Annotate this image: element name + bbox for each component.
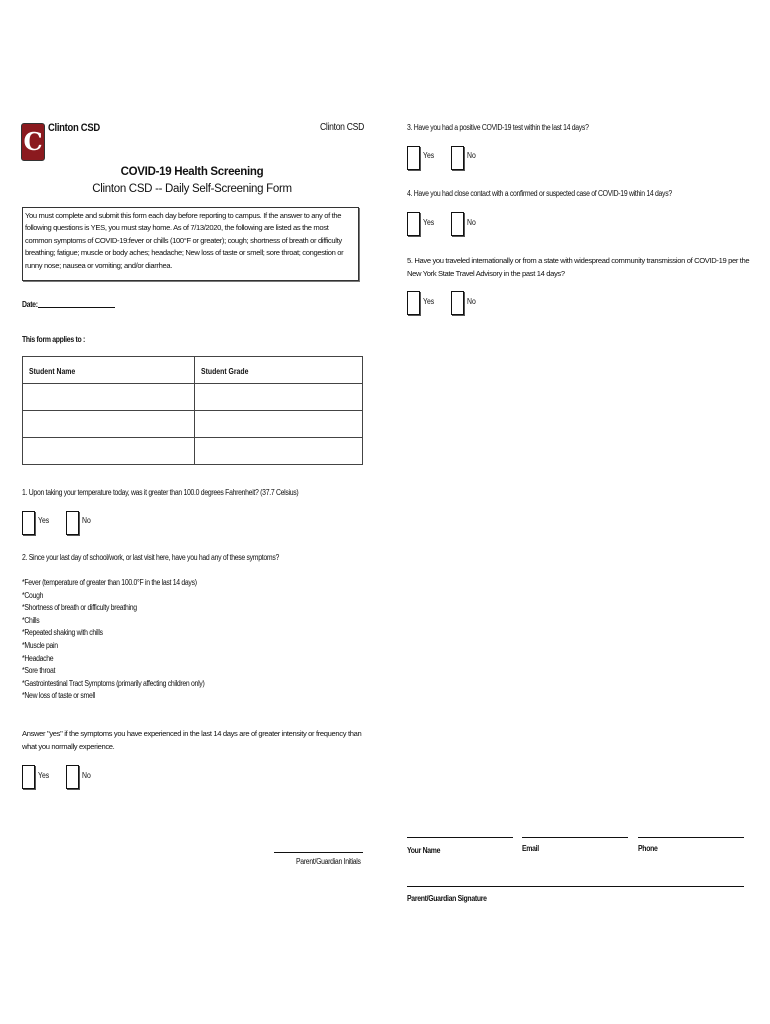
initials-label: Parent/Guardian Initials bbox=[296, 857, 361, 866]
signature-line[interactable] bbox=[407, 886, 744, 887]
q2-yes-checkbox[interactable] bbox=[22, 765, 35, 789]
q2-no-label: No bbox=[82, 771, 91, 780]
student-name-cell[interactable] bbox=[23, 411, 195, 438]
list-item: *Chills bbox=[22, 615, 40, 625]
q3-no-checkbox[interactable] bbox=[451, 146, 464, 170]
instructions-text: You must complete and submit this form each day before reporting to campus. If the answer to any of the following questions is YES, you must stay home. As of 7/13/2020, the following are listed as the most common symptoms of COVID-19:fever or chills (100°F or greater); cough; shortness of breath or difficulty breathing; fatigue; muscle or body aches; headache; New loss of taste or smell; sore throat; congestion or runny nose; nausea or vomiting; and/or diarrhea. bbox=[25, 211, 344, 270]
student-grade-cell[interactable] bbox=[195, 411, 363, 438]
date-field[interactable] bbox=[38, 307, 115, 308]
list-item: *Repeated shaking with chills bbox=[22, 628, 103, 638]
list-item: *Gastrointestinal Tract Symptoms (primarily affecting children only) bbox=[22, 678, 205, 688]
q2-no-checkbox[interactable] bbox=[66, 765, 79, 789]
question-2: 2. Since your last day of school/work, or last visit here, have you had any of these symptoms? bbox=[22, 553, 279, 562]
email-label: Email bbox=[522, 844, 539, 853]
name-line[interactable] bbox=[407, 837, 513, 838]
list-item: *Sore throat bbox=[22, 666, 56, 676]
date-label: Date: bbox=[22, 300, 38, 309]
district-logo bbox=[21, 123, 45, 161]
q5-yes-label: Yes bbox=[423, 297, 435, 306]
q3-yes-label: Yes bbox=[423, 151, 435, 160]
list-item: *Cough bbox=[22, 590, 44, 600]
q1-yes-checkbox[interactable] bbox=[22, 511, 35, 535]
question-1: 1. Upon taking your temperature today, was it greater than 100.0 degrees Fahrenheit? (37.7 Celsius) bbox=[22, 488, 299, 497]
q4-no-label: No bbox=[467, 218, 476, 227]
form-subtitle: Clinton CSD -- Daily Self-Screening Form bbox=[92, 183, 292, 195]
q5-yes-checkbox[interactable] bbox=[407, 291, 420, 315]
phone-label: Phone bbox=[638, 844, 658, 853]
table-header-row bbox=[23, 357, 363, 384]
q4-no-checkbox[interactable] bbox=[451, 212, 464, 236]
q2-yes-label: Yes bbox=[38, 771, 50, 780]
question-3: 3. Have you had a positive COVID-19 test within the last 14 days? bbox=[407, 123, 589, 132]
org-name-left: Clinton CSD bbox=[48, 122, 100, 134]
student-name-cell[interactable] bbox=[23, 384, 195, 411]
q1-no-label: No bbox=[82, 516, 91, 525]
q4-yes-checkbox[interactable] bbox=[407, 212, 420, 236]
list-item: *Shortness of breath or difficulty breathing bbox=[22, 603, 137, 613]
q1-yes-label: Yes bbox=[38, 516, 50, 525]
list-item: *Headache bbox=[22, 653, 54, 663]
instructions-box bbox=[22, 207, 359, 281]
q3-yes-checkbox[interactable] bbox=[407, 146, 420, 170]
logo-letter: C bbox=[23, 127, 43, 156]
table-header bbox=[23, 357, 195, 384]
student-grade-cell[interactable] bbox=[195, 384, 363, 411]
question-2-note: Answer "yes" if the symptoms you have experienced in the last 14 days are of greater intensity or frequency than what you normally experience. bbox=[22, 729, 362, 751]
q4-yes-label: Yes bbox=[423, 218, 435, 227]
student-grade-header: Student Grade bbox=[201, 367, 249, 376]
q1-no-checkbox[interactable] bbox=[66, 511, 79, 535]
q5-no-label: No bbox=[467, 297, 476, 306]
list-item: *Muscle pain bbox=[22, 640, 58, 650]
symptom-list bbox=[22, 578, 234, 704]
student-table bbox=[22, 356, 363, 465]
q5-no-checkbox[interactable] bbox=[451, 291, 464, 315]
org-name-right: Clinton CSD bbox=[320, 122, 365, 133]
initials-line[interactable] bbox=[274, 852, 363, 853]
applies-label: This form applies to : bbox=[22, 335, 85, 344]
list-item: *New loss of taste or smell bbox=[22, 691, 95, 701]
phone-line[interactable] bbox=[638, 837, 744, 838]
question-4: 4. Have you had close contact with a confirmed or suspected case of COVID-19 within 14 days? bbox=[407, 189, 672, 198]
email-line[interactable] bbox=[522, 837, 628, 838]
student-grade-cell[interactable] bbox=[195, 438, 363, 465]
table-row bbox=[23, 384, 363, 411]
form-title: COVID-19 Health Screening bbox=[120, 166, 264, 178]
list-item: *Fever (temperature of greater than 100.0°F in the last 14 days) bbox=[22, 578, 197, 587]
table-row bbox=[23, 438, 363, 465]
your-name-label: Your Name bbox=[407, 846, 441, 855]
student-name-cell[interactable] bbox=[23, 438, 195, 465]
question-5: 5. Have you traveled internationally or from a state with widespread community transmission of COVID-19 per the New York State Travel Advisory in the past 14 days? bbox=[407, 256, 750, 278]
signature-label: Parent/Guardian Signature bbox=[407, 894, 487, 903]
student-name-header: Student Name bbox=[29, 367, 76, 376]
table-header bbox=[195, 357, 363, 384]
table-row bbox=[23, 411, 363, 438]
q3-no-label: No bbox=[467, 151, 476, 160]
